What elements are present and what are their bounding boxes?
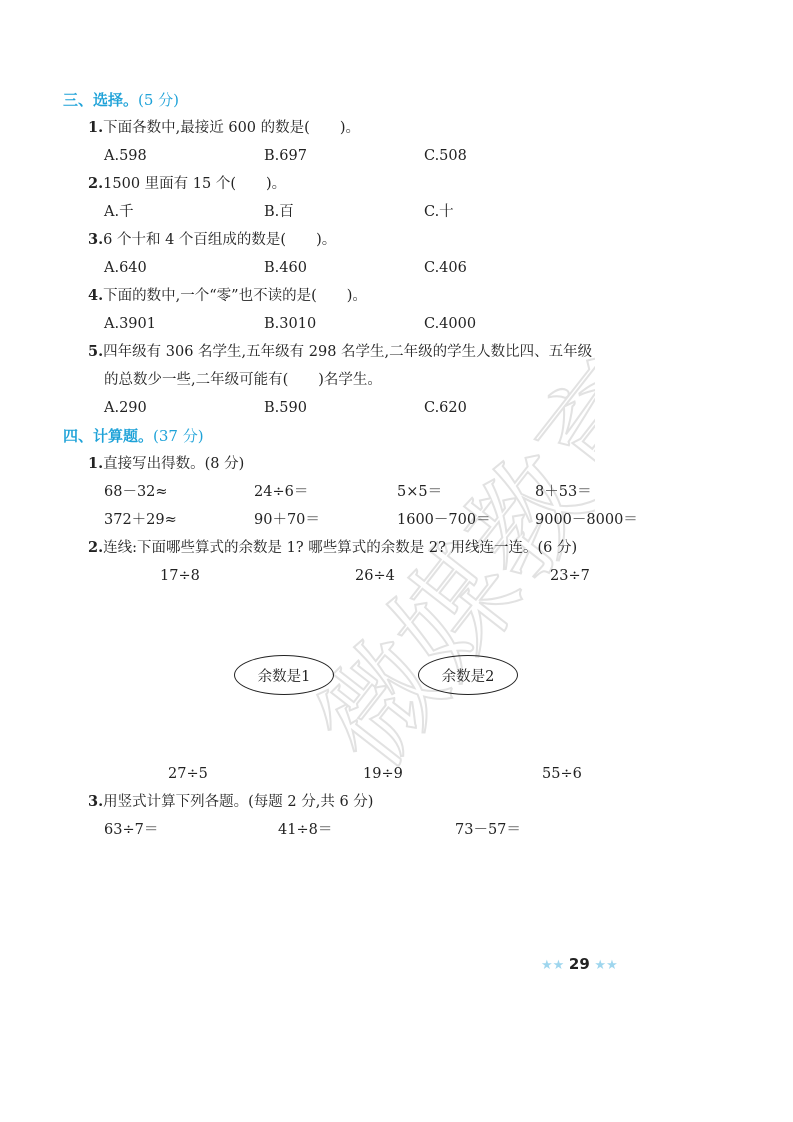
question-3-5	[88, 342, 592, 362]
question-number: 3.	[88, 793, 104, 810]
question-4-1	[88, 454, 244, 474]
matching-top-item[interactable]: 26÷4	[355, 568, 395, 584]
option-c[interactable]: C.620	[424, 400, 467, 416]
option-c[interactable]: C.406	[424, 260, 467, 276]
calc-item[interactable]: 24÷6＝	[254, 484, 309, 500]
page-number: 29	[568, 955, 590, 973]
option-b[interactable]: B.590	[264, 400, 307, 416]
watermark-text: 微媒教育	[292, 350, 595, 770]
star-icon: ★	[541, 958, 553, 973]
star-icon: ★	[594, 958, 607, 973]
option-b[interactable]: B.3010	[264, 316, 317, 332]
star-icon: ★	[552, 958, 565, 973]
option-c[interactable]: C.十	[424, 204, 454, 220]
vertical-calc-item[interactable]: 41÷8＝	[278, 822, 333, 838]
calc-item[interactable]: 372＋29≈	[104, 512, 177, 528]
question-3-2	[88, 174, 286, 194]
section3-points: (5 分)	[138, 91, 180, 109]
question-text-pre: 下面的数中,一个“零”也不读的是(	[103, 288, 317, 304]
option-c[interactable]: C.508	[424, 148, 467, 164]
question-3-1	[88, 118, 360, 138]
page-footer	[541, 954, 618, 976]
question-text: 连线:下面哪些算式的余数是 1? 哪些算式的余数是 2? 用线连一连。(6 分)	[103, 540, 578, 556]
option-a[interactable]: A.290	[104, 400, 147, 416]
question-3-5-line2	[104, 370, 382, 390]
section4-title: 四、计算题。	[63, 427, 154, 445]
question-3-4	[88, 286, 367, 306]
oval-label: 余数是1	[257, 668, 311, 685]
calc-item[interactable]: 1600－700＝	[397, 512, 491, 528]
question-number: 2.	[88, 539, 104, 556]
section4-points: (37 分)	[153, 427, 204, 445]
question-text-pre: 下面各数中,最接近 600 的数是(	[103, 120, 310, 136]
question-text-pre: 1500 里面有 15 个(	[103, 176, 236, 192]
option-b[interactable]: B.697	[264, 148, 307, 164]
question-text-post: )。	[346, 288, 367, 304]
section3-heading	[63, 90, 179, 110]
option-a[interactable]: A.598	[104, 148, 147, 164]
matching-bottom-item[interactable]: 27÷5	[168, 766, 208, 782]
question-4-3	[88, 792, 373, 812]
vertical-calc-item[interactable]: 63÷7＝	[104, 822, 159, 838]
question-text: 用竖式计算下列各题。(每题 2 分,共 6 分)	[103, 794, 374, 810]
calc-item[interactable]: 5×5＝	[397, 484, 443, 500]
question-number: 4.	[88, 287, 104, 304]
section3-title: 三、选择。	[63, 91, 139, 109]
question-3-3	[88, 230, 336, 250]
question-number: 3.	[88, 231, 104, 248]
calc-item[interactable]: 9000－8000＝	[535, 512, 638, 528]
question-number: 1.	[88, 455, 104, 472]
calc-item[interactable]: 90＋70＝	[254, 512, 320, 528]
question-number: 5.	[88, 343, 104, 360]
vertical-calc-item[interactable]: 73－57＝	[455, 822, 521, 838]
question-text: 直接写出得数。(8 分)	[103, 456, 245, 472]
matching-bottom-item[interactable]: 19÷9	[363, 766, 403, 782]
oval-label: 余数是2	[441, 668, 495, 685]
question-text-pre: 的总数少一些,二年级可能有(	[104, 372, 289, 388]
option-c[interactable]: C.4000	[424, 316, 477, 332]
option-a[interactable]: A.640	[104, 260, 147, 276]
question-text-post: )名学生。	[318, 372, 382, 388]
question-text-post: )。	[265, 176, 287, 192]
star-icon: ★	[606, 958, 618, 973]
option-a[interactable]: A.3901	[104, 316, 156, 332]
question-text-line1: 四年级有 306 名学生,五年级有 298 名学生,二年级的学生人数比四、五年级	[103, 344, 593, 360]
calc-item[interactable]: 68－32≈	[104, 484, 168, 500]
remainder-2-oval[interactable]	[418, 655, 518, 695]
option-b[interactable]: B.460	[264, 260, 307, 276]
question-text-post: )。	[316, 232, 337, 248]
remainder-1-oval[interactable]	[234, 655, 334, 695]
matching-top-item[interactable]: 23÷7	[550, 568, 590, 584]
matching-bottom-item[interactable]: 55÷6	[542, 766, 582, 782]
section4-heading	[63, 426, 204, 446]
question-number: 2.	[88, 175, 104, 192]
question-4-2	[88, 538, 577, 558]
option-a[interactable]: A.千	[104, 204, 134, 220]
question-number: 1.	[88, 119, 104, 136]
option-b[interactable]: B.百	[264, 204, 294, 220]
question-text-pre: 6 个十和 4 个百组成的数是(	[103, 232, 287, 248]
question-text-post: )。	[339, 120, 360, 136]
calc-item[interactable]: 8＋53＝	[535, 484, 592, 500]
matching-top-item[interactable]: 17÷8	[160, 568, 200, 584]
